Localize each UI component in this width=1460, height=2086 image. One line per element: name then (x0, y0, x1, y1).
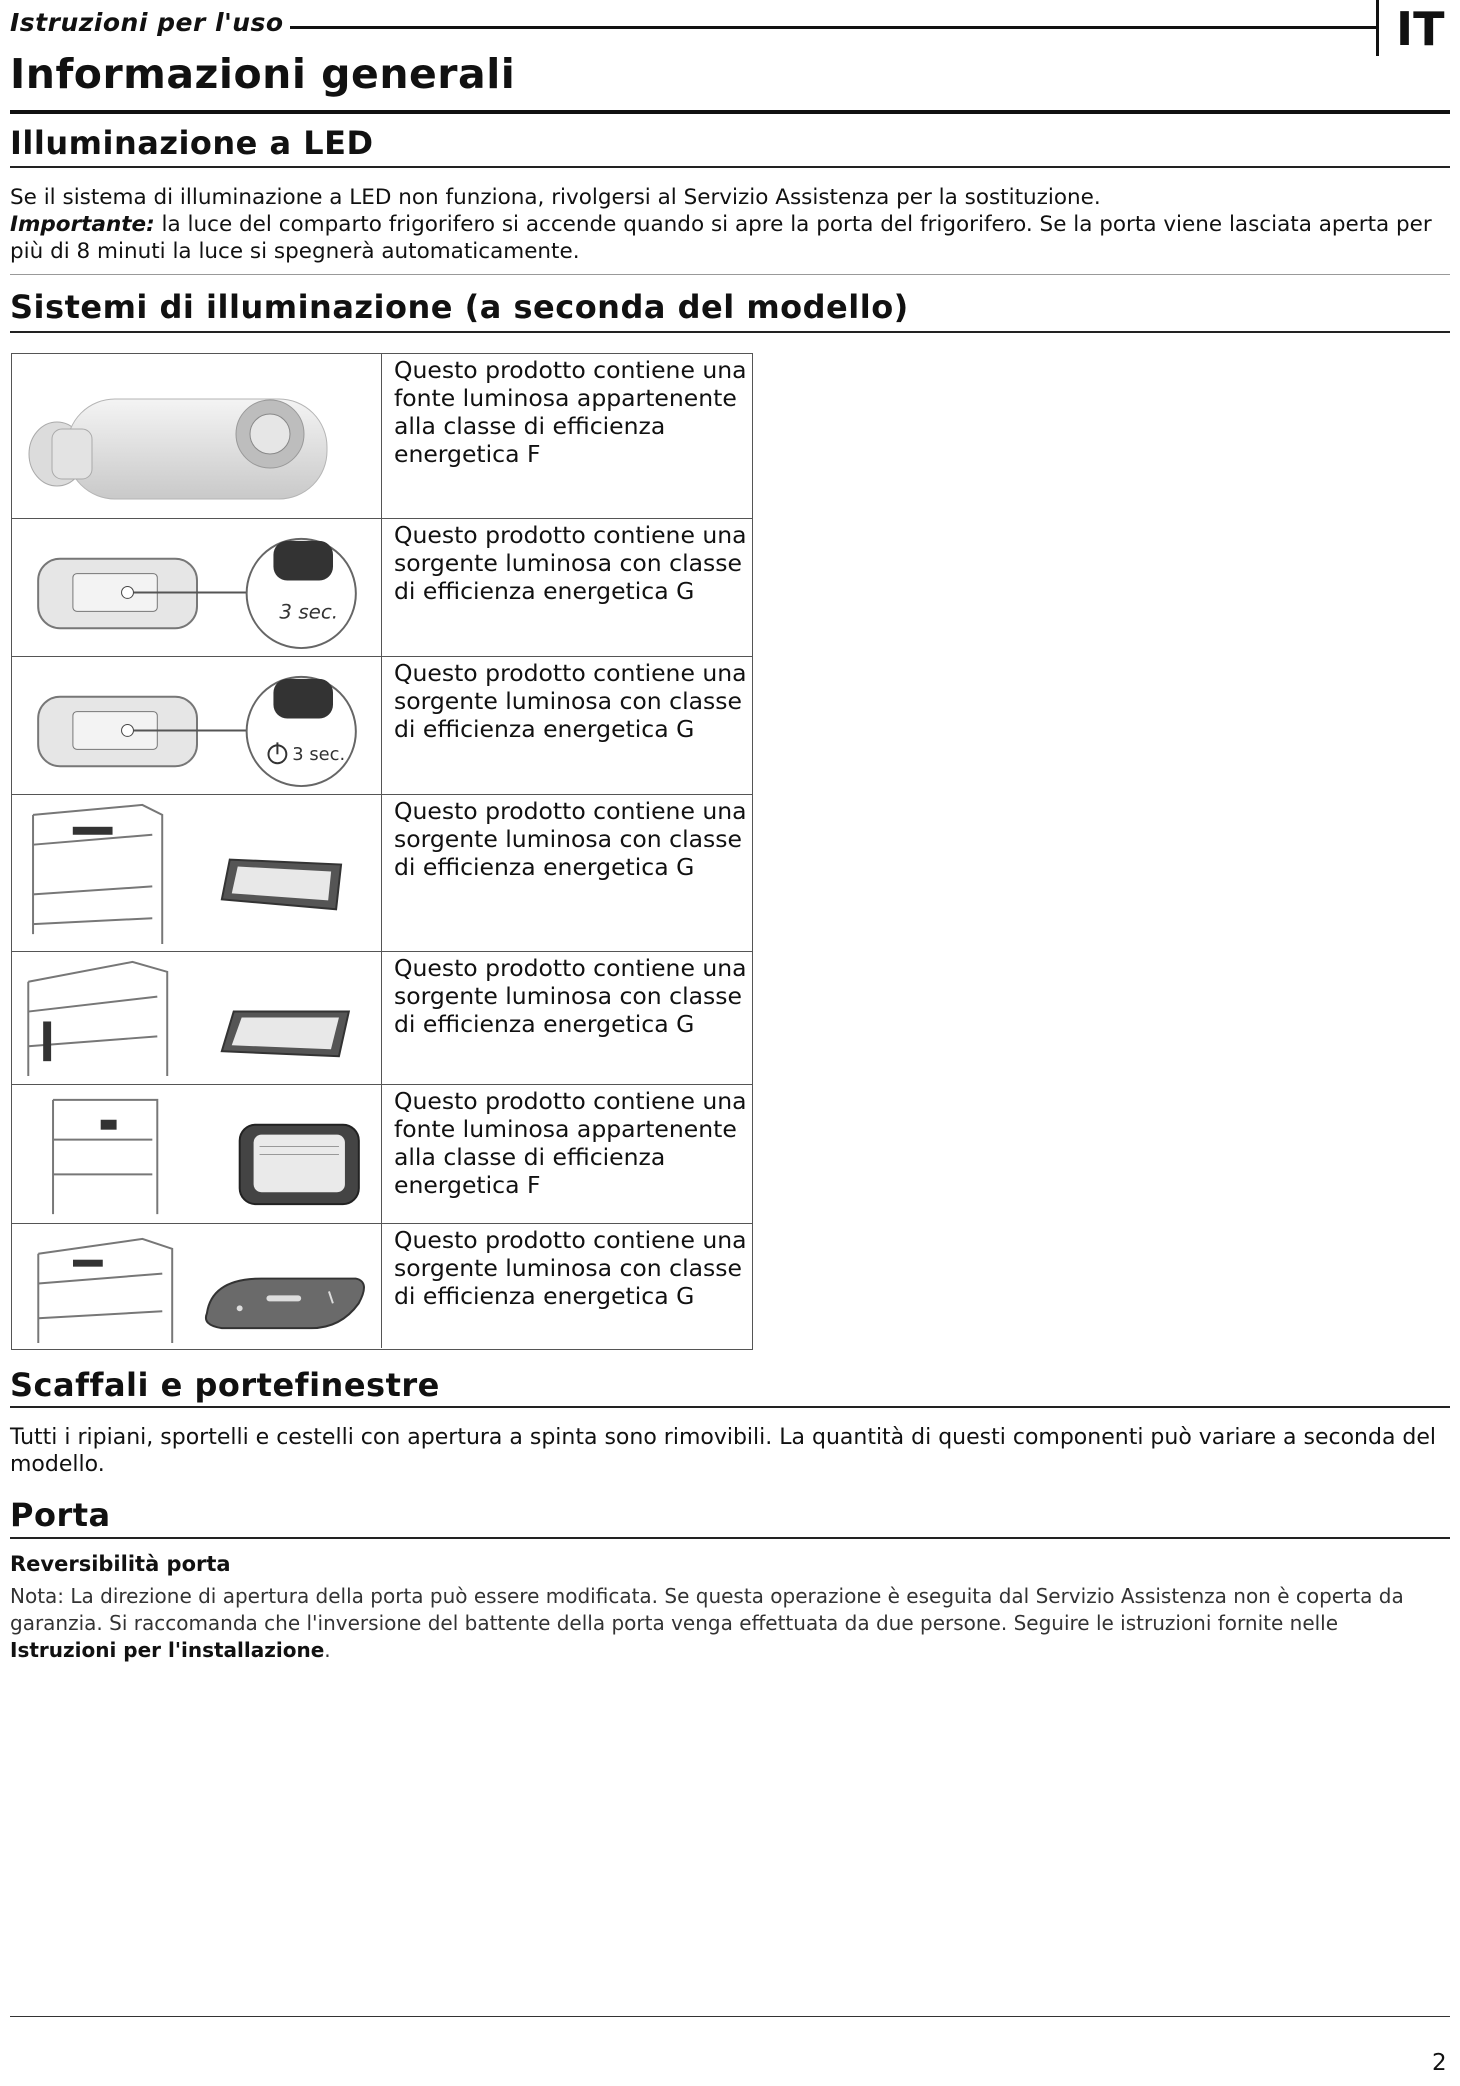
door-heading-rule (10, 1537, 1450, 1539)
shelves-heading: Scaffali e portefinestre (10, 1366, 440, 1404)
led-section-divider (10, 274, 1450, 275)
led-paragraph (10, 184, 1450, 265)
table-row (12, 1084, 752, 1223)
important-label: Importante: (10, 212, 155, 237)
door-note-end: . (324, 1638, 331, 1662)
header-rule (290, 26, 1378, 29)
important-text: la luce del comparto frigorifero si accende quando si apre la porta del frigorifero. Se la porta viene lasciata aperta per più di 8 minuti la luce si spegnerà automaticamente. (10, 212, 1432, 264)
square-light-image (12, 1085, 382, 1223)
power-button-light-image (12, 657, 382, 794)
table-row (12, 1223, 752, 1348)
footer-rule (10, 2016, 1450, 2017)
row-text: Questo prodotto contiene una sorgente luminosa con classe di efficienza energetica G (394, 797, 747, 881)
table-row (12, 354, 752, 518)
led-heading-rule (10, 166, 1450, 168)
lighting-systems-table (11, 353, 753, 1350)
oval-panel-light-image (12, 1224, 382, 1348)
shelves-heading-rule (10, 1406, 1450, 1408)
table-row (12, 656, 752, 794)
row-text: Questo prodotto contiene una sorgente luminosa con classe di efficienza energetica G (394, 521, 747, 605)
page-number: 2 (1432, 2050, 1447, 2076)
press-duration-label: 3 sec. (292, 744, 346, 766)
led-text: Se il sistema di illuminazione a LED non funziona, rivolgersi al Servizio Assistenza per la sostituzione. (10, 185, 1101, 210)
cylindrical-light-image (12, 354, 382, 518)
side-rectangular-light-image (12, 952, 382, 1084)
manual-label: Istruzioni per l'uso (10, 8, 284, 37)
press-duration-label: 3 sec. (279, 600, 339, 624)
table-row (12, 794, 752, 951)
row-text: Questo prodotto contiene una fonte luminosa appartenente alla classe di efficienza energetica F (394, 356, 747, 468)
lighting-systems-heading: Sistemi di illuminazione (a seconda del modello) (10, 288, 909, 326)
door-heading: Porta (10, 1496, 111, 1534)
table-row (12, 518, 752, 656)
table-row (12, 951, 752, 1084)
temperature-button-light-image (12, 519, 382, 656)
row-text: Questo prodotto contiene una fonte luminosa appartenente alla classe di efficienza energetica F (394, 1087, 747, 1199)
row-text: Questo prodotto contiene una sorgente luminosa con classe di efficienza energetica G (394, 954, 747, 1038)
language-code: IT (1396, 2, 1445, 56)
title-rule (10, 110, 1450, 114)
lighting-heading-rule (10, 331, 1450, 333)
row-text: Questo prodotto contiene una sorgente luminosa con classe di efficienza energetica G (394, 659, 747, 743)
led-heading: Illuminazione a LED (10, 124, 374, 162)
installation-instructions-ref: Istruzioni per l'installazione (10, 1638, 325, 1662)
page-title: Informazioni generali (10, 50, 516, 98)
shelves-paragraph: Tutti i ripiani, sportelli e cestelli con apertura a spinta sono rimovibili. La quantità di questi componenti può variare a seconda del modello. (10, 1425, 1437, 1477)
door-subheading: Reversibilità porta (10, 1552, 231, 1576)
header-divider (1376, 0, 1379, 56)
door-note (10, 1583, 1450, 1664)
top-rectangular-light-image (12, 795, 382, 951)
row-text: Questo prodotto contiene una sorgente luminosa con classe di efficienza energetica G (394, 1226, 747, 1310)
door-note-text: Nota: La direzione di apertura della porta può essere modificata. Se questa operazione è eseguita dal Servizio Assistenza non è coperta da garanzia. Si raccomanda che l'inversione del battente della porta venga effettuata da due persone. Seguire le istruzioni fornite nelle (10, 1584, 1404, 1635)
